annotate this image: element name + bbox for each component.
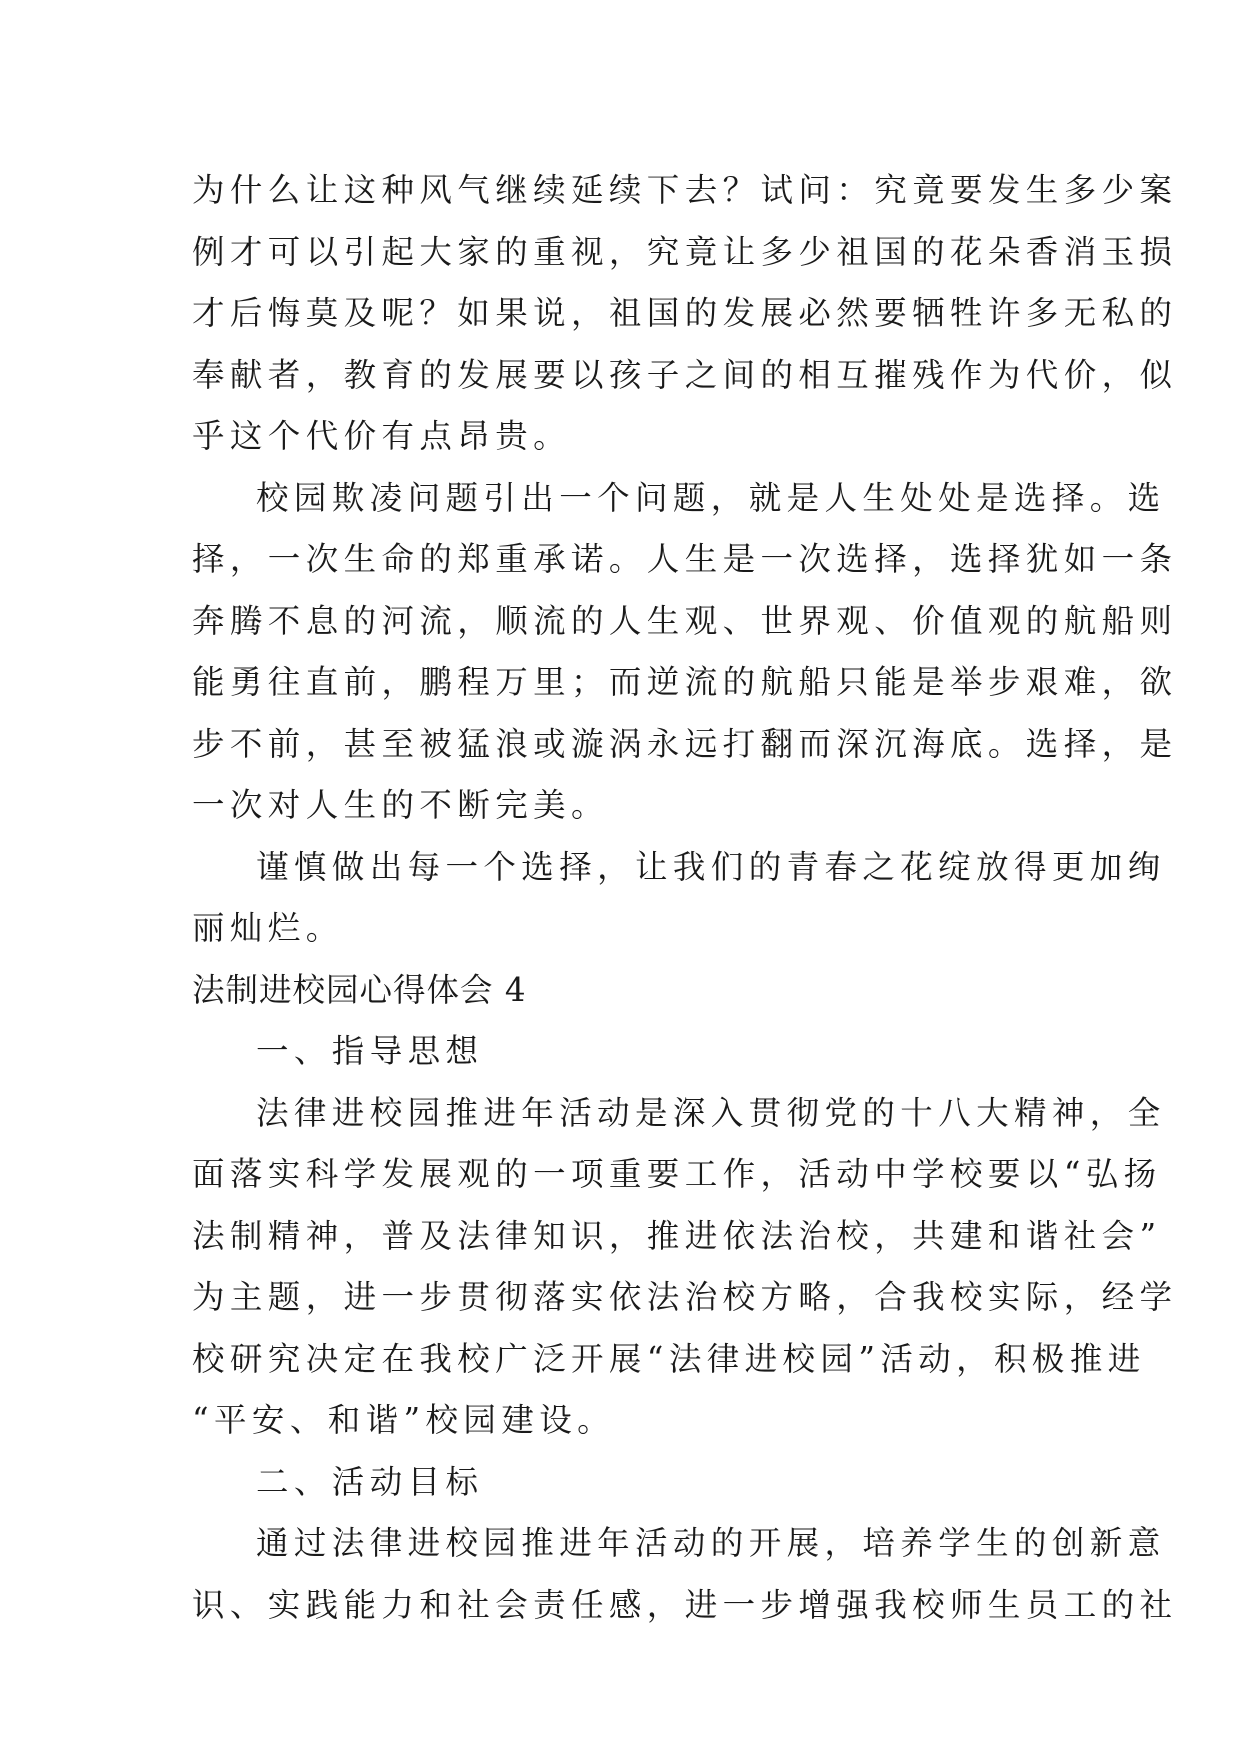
text-line: 一次对人生的不断完美。 (192, 786, 609, 824)
text-line: 校园欺凌问题引出一个问题，就是人生处处是选择。选 (256, 478, 1166, 517)
text-line: 例才可以引起大家的重视，究竟让多少祖国的花朵香消玉损 (192, 232, 1178, 271)
text-line: 择，一次生命的郑重承诺。人生是一次选择，选择犹如一条 (192, 540, 1178, 578)
text-line: 为什么让这种风气继续延续下去？试问：究竟要发生多少案 (192, 171, 1178, 209)
text-line: 谨慎做出每一个选择，让我们的青春之花绽放得更加绚 (256, 847, 1166, 886)
text-line: 校研究决定在我校广泛开展“法律进校园”活动，积极推进 (192, 1339, 1146, 1378)
text-line: 法制精神，普及法律知识，推进依法治校，共建和谐社会” (192, 1216, 1162, 1255)
text-line: 通过法律进校园推进年活动的开展，培养学生的创新意 (256, 1524, 1166, 1562)
text-line: 二、活动目标 (256, 1462, 484, 1501)
text-line: 乎这个代价有点昂贵。 (192, 417, 572, 455)
text-line: 一、指导思想 (256, 1032, 484, 1070)
text-line: 奉献者，教育的发展要以孩子之间的相互摧残作为代价，似 (192, 355, 1178, 394)
text-line: 才后悔莫及呢？如果说，祖国的发展必然要牺牲许多无私的 (192, 294, 1178, 332)
text-line: 法律进校园推进年活动是深入贯彻党的十八大精神，全 (256, 1093, 1166, 1132)
text-line: 识、实践能力和社会责任感，进一步增强我校师生员工的社 (192, 1585, 1178, 1624)
text-line: 为主题，进一步贯彻落实依法治校方略，合我校实际，经学 (192, 1278, 1178, 1316)
text-line: 能勇往直前，鹏程万里；而逆流的航船只能是举步艰难，欲 (192, 663, 1178, 701)
text-line: 步不前，甚至被猛浪或漩涡永远打翻而深沉海底。选择，是 (192, 724, 1178, 763)
text-line: “平安、和谐”校园建设。 (192, 1401, 616, 1439)
text-line: 面落实科学发展观的一项重要工作，活动中学校要以“弘扬 (192, 1155, 1162, 1193)
section-heading: 法制进校园心得体会 4 (192, 970, 527, 1009)
document-body (192, 160, 1178, 1636)
text-line: 丽灿烂。 (192, 909, 344, 947)
text-line: 奔腾不息的河流，顺流的人生观、世界观、价值观的航船则 (192, 601, 1178, 640)
